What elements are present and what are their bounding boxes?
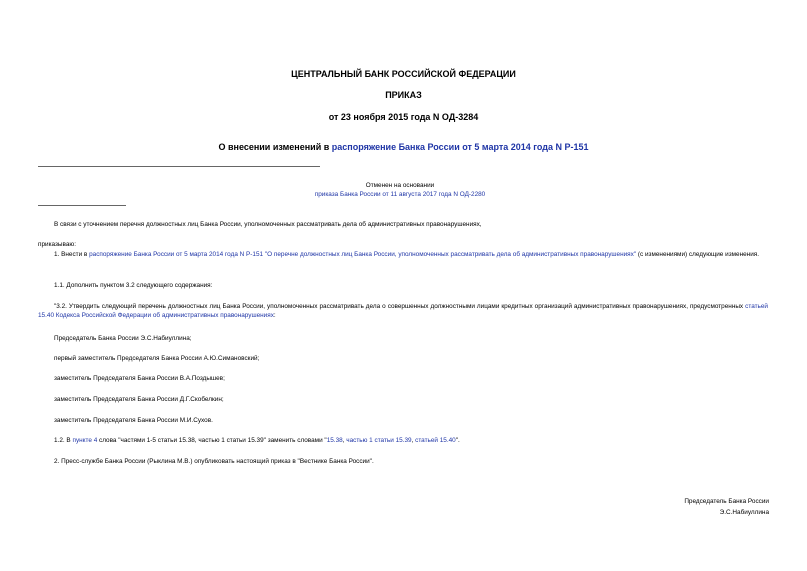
item-1-2-link-point4[interactable]: пункте 4 [72, 437, 98, 444]
list-item: Председатель Банка России Э.С.Набиуллина; [54, 335, 192, 342]
list-item: заместитель Председателя Банка России В.А.Поздышев; [54, 375, 225, 382]
list-item: заместитель Председателя Банка России М.И.Сухов. [54, 417, 213, 424]
doc-title [0, 142, 807, 152]
item-3-2 [38, 303, 768, 320]
item-1-2-e: ". [455, 437, 460, 444]
item-1 [38, 251, 768, 260]
item-1-suffix: (с изменениями) следующие изменения. [636, 251, 760, 258]
signature-name: Э.С.Набиуллина [719, 509, 769, 516]
item-1-2 [54, 437, 460, 446]
status-note-line1: Отменен на основании [365, 182, 435, 189]
doc-type: ПРИКАЗ [385, 90, 422, 100]
order-word: приказываю: [38, 241, 76, 248]
item-1-prefix: 1. Внести в [54, 251, 90, 258]
status-note [240, 181, 560, 199]
list-item: первый заместитель Председателя Банка России А.Ю.Симановский; [54, 355, 260, 362]
item-2: 2. Пресс-службе Банка России (Рыклина М.В.) опубликовать настоящий приказ в "Вестнике Банка России". [54, 458, 374, 465]
item-1-link[interactable]: распоряжение Банка России от 5 марта 2014 года N Р-151 "О перечне должностных лиц Банка России, уполномоченных рассматривать дела об административных правонарушениях" [89, 251, 637, 258]
status-note-link[interactable]: приказа Банка России от 11 августа 2017 года N ОД-2280 [314, 191, 486, 198]
list-item: заместитель Председателя Банка России Д.Г.Скобелкин; [54, 396, 224, 403]
item-1-2-b: слова "частями 1-5 статьи 15.38, частью 1 статьи 15.39" заменить словами " [97, 437, 327, 444]
item-1-2-link-1540[interactable]: статьей 15.40 [415, 437, 456, 444]
signature-position: Председатель Банка России [684, 498, 769, 505]
item-3-2-prefix: "3.2. Утвердить следующий перечень должностных лиц Банка России, уполномоченных рассматривать дела о совершенных должностными лицами кредитных организаций административных правонарушениях, предусмотренных [54, 303, 746, 310]
item-3-2-suffix: : [273, 311, 276, 319]
doc-title-link[interactable]: распоряжение Банка России от 5 марта 2014 года N Р-151 [331, 142, 589, 152]
item-1-2-c: , [342, 437, 347, 444]
org-name: ЦЕНТРАЛЬНЫЙ БАНК РОССИЙСКОЙ ФЕДЕРАЦИИ [291, 69, 516, 79]
item-1-2-a: 1.2. В [54, 437, 73, 444]
item-1-2-link-1538[interactable]: 15.38 [326, 437, 343, 444]
intro-paragraph: В связи с уточнением перечня должностных лиц Банка России, уполномоченных рассматривать дела об административных правонарушениях, [54, 221, 482, 228]
note-divider [38, 205, 126, 206]
item-1-1: 1.1. Дополнить пунктом 3.2 следующего содержания: [54, 282, 213, 289]
item-1-2-d: , [411, 437, 416, 444]
doc-date-number: от 23 ноября 2015 года N ОД-3284 [328, 112, 479, 122]
title-divider [38, 166, 320, 167]
item-1-2-link-1539[interactable]: частью 1 статьи 15.39 [346, 437, 412, 444]
doc-title-prefix: О внесении изменений в [218, 142, 332, 152]
item-3-2-link[interactable]: статьей 15.40 Кодекса Российской Федерации об административных правонарушениях [38, 303, 768, 319]
